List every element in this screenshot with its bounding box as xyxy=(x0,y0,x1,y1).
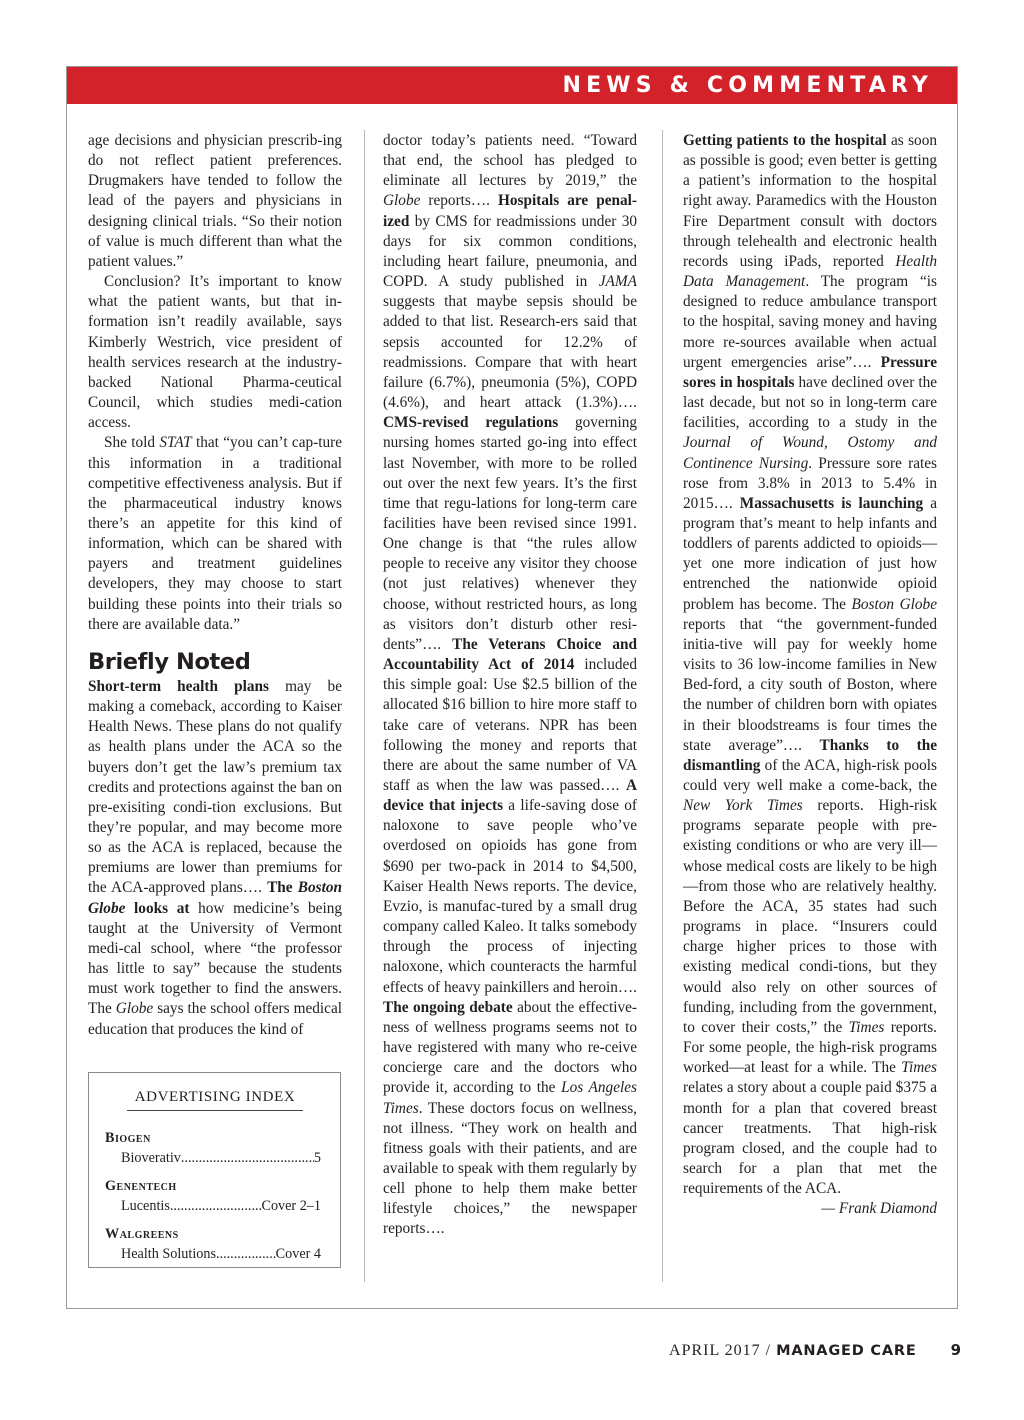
product-name: Health Solutions xyxy=(121,1246,216,1262)
text: reports. For some people, the high-risk programs worked—at least for a while. The xyxy=(683,1018,937,1077)
paragraph xyxy=(683,131,937,1199)
author-signature: — Frank Diamond xyxy=(821,1200,937,1218)
issue-date: APRIL 2017 xyxy=(669,1342,761,1359)
advertiser-name: Walgreens xyxy=(105,1226,179,1242)
text: by CMS for readmissions under 30 days for six common conditions, including heart failure, pneumonia, and COPD. A study published in xyxy=(383,212,637,291)
text: She told xyxy=(104,434,160,452)
page-reference: Cover 2–1 xyxy=(261,1198,321,1214)
text: . Pressure sore rates rose from 3.8% in 2013 to 5.4% in 2015…. xyxy=(683,454,937,512)
lead-in-part: The xyxy=(267,879,298,897)
column-rule xyxy=(662,130,663,1282)
text: says the school offers medical education that produces the kind of xyxy=(88,1000,343,1038)
publication-name: Globe xyxy=(383,192,421,210)
leader-dots xyxy=(170,1196,262,1216)
text: suggests that maybe sepsis should be added to that list. Research-ers said that sepsis accounted for 12.2% of readmissions. Compare that with heart failure (6.7%), pneumonia (5%), COPD (4.6%), and heart attack (1.3%)…. xyxy=(383,293,637,412)
publication-name: STAT xyxy=(159,434,192,452)
publication-name: Health Data Management xyxy=(683,252,937,291)
text: about the effective-ness of wellness programs seems not to have registered with many who re-ceive concierge care and the doctors who provide it, according to the xyxy=(383,998,637,1097)
lead-in: Massachusetts is launching xyxy=(739,494,924,512)
publication-name: JAMA xyxy=(598,273,637,291)
column-1 xyxy=(88,131,342,1040)
text: as soon as possible is good; even better is getting a patient’s information to the hospital right away. Paramedics with the Houston Fire Department consult with doctors through telehealth and electronic health records using iPads, reported xyxy=(683,132,937,270)
product-name: Bioverativ xyxy=(121,1150,181,1166)
publication-name: Times xyxy=(848,1018,885,1036)
publication-name: Los Angeles Times xyxy=(383,1079,637,1117)
text: may be making a comeback, according to Kaiser Health News. These plans do not qualify as health plans under the ACA so the buyers don’t get the law’s premium tax credits and protections against the ban on pre-exisiting condi-tion exclusions. But they’re popular, and may become more so as the ACA is replaced, because the premiums are lower than premiums for the ACA-approved plans…. xyxy=(88,677,342,897)
text: that “you can’t cap-ture this information in a traditional competitive effectiveness analysis. But if the pharmaceutical industry knows there’s an appetite for this kind of information, which can be shared with payers and treatment guidelines developers, they may choose to start building these points into their trials so there are available data.” xyxy=(88,434,343,633)
leader-dots xyxy=(216,1244,276,1264)
text: of the ACA, high-risk pools could very well make a come-back, the xyxy=(683,756,937,794)
lead-in: Pressure sores in hospitals xyxy=(683,353,937,391)
section-label: NEWS & COMMENTARY xyxy=(562,73,933,98)
advertising-index xyxy=(88,1072,341,1268)
lead-in: Short-term health plans xyxy=(88,677,269,695)
page-reference: Cover 4 xyxy=(275,1246,321,1262)
lead-in: The ongoing debate xyxy=(383,998,513,1016)
lead-in: Thanks to the dismantling xyxy=(683,736,937,774)
advertiser-name: Genentech xyxy=(105,1178,177,1194)
paragraph xyxy=(88,433,342,635)
publication-name: Boston Globe xyxy=(851,595,937,613)
page-number: 9 xyxy=(950,1341,962,1359)
paragraph: age decisions and physician prescrib-ing do not reflect patient preferences. Drugmakers have tended to follow the lead of the payers and physicians in designing clinical trials. “So their notion of value is much different than what the patient values.” xyxy=(88,132,342,270)
paragraph: Conclusion? It’s important to know what the patient wants, but that in-formation isn’t readily available, says Kimberly Westrich, vice president of health services research at the industry-backed National Pharma-ceutical Council, which studies medi-cation access. xyxy=(88,273,342,432)
paragraph xyxy=(88,677,342,1040)
lead-in: The Veterans Choice and Accountability Act of 2014 xyxy=(383,635,637,674)
text: a life-saving dose of naloxone to save people who’ve overdosed on opioids has gone from $690 per two-pack in 2014 to $4,500, Kaiser Health News reports. The device, Evzio, is manufac-tured by a small drug company called Kaleo. It talks somebody through the process of injecting naloxone, which counteracts the harmful effects of heavy painkillers and heroin…. xyxy=(383,797,637,996)
magazine-name: MANAGED CARE xyxy=(776,1343,917,1359)
text: doctor today’s patients need. “Toward that end, the school has pledged to eliminate all lectures by 2019,” the xyxy=(383,132,637,190)
advertiser-listing xyxy=(105,1196,321,1216)
page-reference: 5 xyxy=(313,1150,321,1166)
section-banner xyxy=(67,67,957,104)
lead-in-part: Boston Globe xyxy=(88,879,342,917)
advertiser-entry xyxy=(105,1224,321,1264)
publication-name: Times xyxy=(901,1059,937,1077)
text: how medicine’s being taught at the University of Vermont medi-cal school, where “the professor has little to say” because the students must work together to find the answers. The xyxy=(88,899,342,1018)
text: governing nursing homes started go-ing into effect last November, with more to be rolled out over the next few years. It’s the first time that regu-lations for long-term care facilities have been revised since 1991. One change is that “the rules allow people to receive any visitor they choose (not just relatives) whenever they choose, without restricted hours, as long as visitors don’t disturb other resi-dents”…. xyxy=(383,414,637,653)
text: a program that’s meant to help infants and toddlers of parents addicted to opioids—yet one more indication of just how entrenched the nationwide opioid problem has become. The xyxy=(683,494,937,613)
advertiser-listing xyxy=(105,1148,321,1168)
text: included this simple goal: Use $2.5 billion of the allocated $16 billion to hire more staff to take care of veterans. NPR has been following the money and reports that there are about the same number of VA staff as when the law was passed…. xyxy=(383,656,637,794)
footer-separator: / xyxy=(760,1342,777,1359)
leader-dots xyxy=(181,1148,314,1168)
text: reports. High-risk programs separate people with pre-existing conditions or who are very ill—whose medical costs are likely to be high—from those who are relatively healthy. Before the ACA, 35 states had such programs in place. “Insurers could charge higher prices to those with existing medical condi-tions, but they would also rely on other sources of funding, including from the government, to cover their costs,” the xyxy=(683,797,937,1036)
advertising-index-title: ADVERTISING INDEX xyxy=(127,1089,303,1111)
lead-in: Hospitals are penal-ized xyxy=(383,192,637,230)
text: reports…. xyxy=(420,192,499,210)
text: reports that “the government-funded initia-tive will pay for weekly home visits to 36 low-income families in New Bed-ford, a city south of Boston, where the number of children born with opiates in their bloodstreams is four times the state average”…. xyxy=(683,615,937,754)
lead-in: Getting patients to the hospital xyxy=(683,132,887,149)
paragraph xyxy=(383,131,637,1240)
section-heading: Briefly Noted xyxy=(88,648,251,675)
advertiser-entry xyxy=(105,1128,321,1168)
column-rule xyxy=(364,130,365,1282)
text: . The program “is designed to reduce ambulance transport to the hospital, saving money and having more re-sources available when actual urgent emergencies arise”…. xyxy=(683,273,937,371)
advertiser-name: Biogen xyxy=(105,1130,151,1146)
text: . These doctors focus on wellness, not illness. “They work on health and fitness goals with their patients, and are available to speak with them regularly by cell phone to help them make better lifestyle choices,” the newspaper reports…. xyxy=(383,1099,637,1238)
advertiser-entry xyxy=(105,1176,321,1216)
product-name: Lucentis xyxy=(121,1198,170,1214)
column-3 xyxy=(683,131,937,1219)
page-footer xyxy=(669,1340,962,1361)
lead-in: A device that injects xyxy=(383,777,637,815)
text: relates a story about a couple paid $375 a month for a plan that covered breast cancer treatments. That high-risk program closed, and the couple had to search for a plan that met the requirements of the ACA. xyxy=(683,1079,937,1198)
publication-name: New York Times xyxy=(683,797,803,815)
lead-in-part: looks at xyxy=(125,899,190,917)
lead-in: CMS-revised regulations xyxy=(383,414,559,432)
publication-name: Globe xyxy=(115,1000,154,1018)
text: have declined over the last decade, but not so in long-term care facilities, according to a study in the xyxy=(683,373,938,432)
publication-name: Journal of Wound, Ostomy and Continence Nursing xyxy=(683,434,937,472)
column-2 xyxy=(383,131,637,1240)
advertiser-listing xyxy=(105,1244,321,1264)
